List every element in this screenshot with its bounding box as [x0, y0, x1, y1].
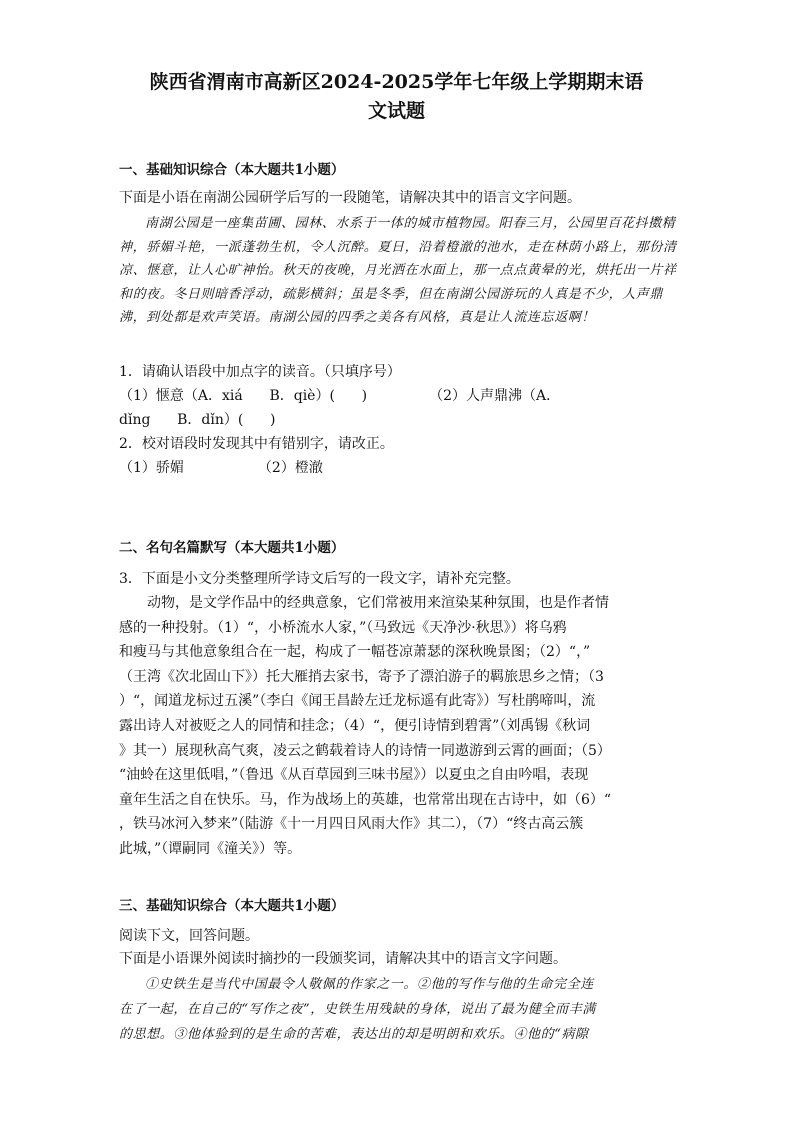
passage-line: 》其一）展现秋高气爽，凌云之鹤载着诗人的诗情一同遨游到云霄的画面；（5）: [119, 742, 611, 759]
question-2-item-2: （2）橙澈: [257, 460, 323, 476]
section-2-passage: [119, 591, 679, 862]
question-1-part-1: （1）惬意（A．xiá B．qiè）( ): [119, 388, 368, 404]
section-3-intro-2: 下面是小语课外阅读时摘抄的一段颁奖词，请解决其中的语言文字问题。: [119, 951, 567, 967]
question-2-items: [119, 456, 679, 480]
passage-line: 和瘦马与其他意象组合在一起，构成了一幅苍凉萧瑟的深秋晚景图；（2）“，”: [119, 644, 591, 661]
passage-line: 此城，”（谭嗣同《潼关》）等。: [119, 840, 302, 857]
question-1: 1．请确认语段中加点字的读音。（只填序号）: [119, 364, 401, 380]
section-1-intro: 下面是小语在南湖公园研学后写的一段随笔，请解决其中的语言文字问题。: [119, 190, 581, 206]
passage-line: “油蛉在这里低唱，”（鲁迅《从百草园到三味书屋》）以夏虫之自由吟唱，表现: [119, 767, 589, 784]
question-1-part-2-options: dǐng B．dǐn）( ): [119, 412, 276, 428]
section-1-heading: 一、基础知识综合（本大题共1小题）: [119, 162, 345, 178]
question-1-part-2: （2）人声鼎沸（A．: [429, 388, 561, 404]
question-1-options-row: [119, 384, 679, 408]
passage-line: 的思想。③他体验到的是生命的苦难，表达出的却是明朗和欢乐。④他的“病隙: [119, 1027, 589, 1042]
section-1-passage: 南湖公园是一座集苗圃、园林、水系于一体的城市植物园。阳春三月，公园里百花抖擞精神，骄媚斗艳，一派蓬勃生机，令人沉醉。夏日，沿着橙澈的池水，走在林荫小路上，那份清凉、惬意，让人心旷神怡。秋天的夜晚，月光洒在水面上，那一点点黄晕的光，烘托出一片祥和的夜。冬日则暗香浮动，疏影横斜；虽是冬季，但在南湖公园游玩的人真是不少，人声鼎沸，到处都是欢声笑语。南湖公园的四季之美各有风格，真是让人流连忘返啊！: [119, 216, 677, 325]
section-2-heading: 二、名句名篇默写（本大题共1小题）: [119, 540, 345, 556]
question-3: 3．下面是小文分类整理所学诗文后写的一段文字，请补充完整。: [119, 571, 520, 587]
page-title: [100, 68, 693, 126]
title-line-1: 陕西省渭南市高新区2024-2025学年七年级上学期期末语: [149, 71, 644, 93]
passage-line: （王湾《次北固山下》）托大雁捎去家书，寄予了漂泊游子的羁旅思乡之情；（3: [119, 668, 604, 685]
passage-line: 动物，是文学作品中的经典意象，它们常被用来渲染某种氛围，也是作者情: [147, 595, 609, 611]
passage-line: ，铁马冰河入梦来”（陆游《十一月四日风雨大作》其二），（7）“终古高云簇: [119, 816, 584, 833]
section-3-heading: 三、基础知识综合（本大题共1小题）: [119, 898, 345, 914]
passage-line: ①史铁生是当代中国最令人敬佩的作家之一。②他的写作与他的生命完全连: [145, 977, 594, 992]
passage-line: 露出诗人对被贬之人的同情和挂念；（4）“，便引诗情到碧霄”（刘禹锡《秋词: [119, 717, 591, 734]
section-3-intro-1: 阅读下文，回答问题。: [119, 928, 259, 944]
question-2-item-1: （1）骄媚: [119, 460, 184, 476]
passage-line: 童年生活之自在快乐。马，作为战场上的英雄，也常常出现在古诗中，如（6）“: [119, 791, 612, 808]
passage-line: 在了一起，在自己的“写作之夜”，史铁生用残缺的身体，说出了最为健全而丰满: [119, 1002, 596, 1017]
passage-line: ）“，闻道龙标过五溪”（李白《闻王昌龄左迁龙标遥有此寄》）写杜鹃啼叫，流: [119, 693, 596, 710]
question-2: 2．校对语段时发现其中有错别字，请改正。: [119, 436, 394, 452]
passage-line: 感的一种投射。（1）“，小桥流水人家，”（马致远《天净沙·秋思》）将乌鸦: [119, 619, 567, 636]
title-line-2: 文试题: [367, 100, 425, 122]
section-3-passage: [119, 972, 679, 1047]
